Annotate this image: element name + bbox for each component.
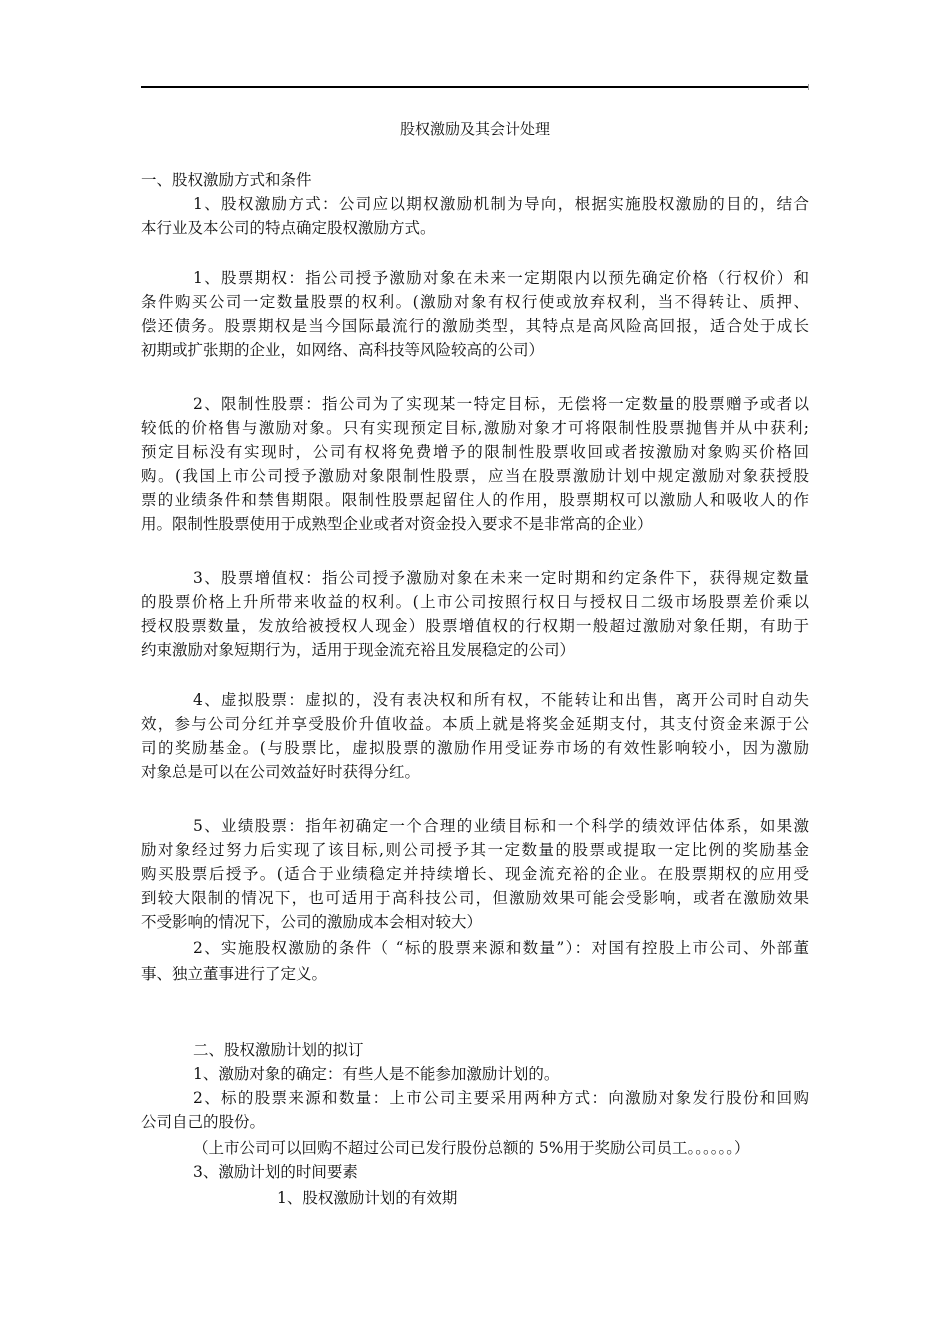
text-line: 条件购买公司一定数量股票的权利。(激励对象有权行使或放弃权利，当不得转让、质押、 <box>141 293 809 311</box>
text-line: 对象总是可以在公司效益好时获得分红。 <box>141 763 421 781</box>
text-line: 励对象经过努力后实现了该目标,则公司授予其一定数量的股票或提取一定比例的奖励基金 <box>141 841 809 859</box>
text-line: 一、股权激励方式和条件 <box>141 171 312 189</box>
text-line: 票的业绩条件和禁售期限。限制性股票起留住人的作用，股票期权可以激励人和吸收人的作 <box>141 491 809 509</box>
text-line: （上市公司可以回购不超过公司已发行股份总额的 5%用于奖励公司员工。。。。。。） <box>193 1139 750 1157</box>
text-line: 效，参与公司分红并享受股价升值收益。本质上就是将奖金延期支付，其支付资金来源于公 <box>141 715 809 733</box>
text-line: 用。限制性股票使用于成熟型企业或者对资金投入要求不是非常高的企业） <box>141 515 653 533</box>
text-line: 1、股权激励方式：公司应以期权激励机制为导向，根据实施股权激励的目的，结合 <box>193 195 809 213</box>
text-line: 司的奖励基金。(与股票比，虚拟股票的激励作用受证券市场的有效性影响较小，因为激励 <box>141 739 809 757</box>
text-line: 2、限制性股票：指公司为了实现某一特定目标，无偿将一定数量的股票赠予或者以 <box>193 395 809 413</box>
text-line: 事、独立董事进行了定义。 <box>141 965 328 983</box>
text-line: 1、股权激励计划的有效期 <box>277 1189 458 1207</box>
text-line: 购。(我国上市公司授予激励对象限制性股票，应当在股票激励计划中规定激励对象获授股 <box>141 467 809 485</box>
text-line: 预定目标没有实现时，公司有权将免费增予的限制性股票收回或者按激励对象购买价格回 <box>141 443 809 461</box>
text-line: 本行业及本公司的特点确定股权激励方式。 <box>141 219 436 237</box>
text-line: 的股票价格上升所带来收益的权利。(上市公司按照行权日与授权日二级市场股票差价乘以 <box>141 593 809 611</box>
text-line: 到较大限制的情况下，也可适用于高科技公司，但激励效果可能会受影响，或者在激励效果 <box>141 889 809 907</box>
text-line: 购买股票后授予。(适合于业绩稳定并持续增长、现金流充裕的企业。在股票期权的应用受 <box>141 865 809 883</box>
header-rule-tick <box>808 84 809 90</box>
text-line: 4、虚拟股票：虚拟的，没有表决权和所有权，不能转让和出售，离开公司时自动失 <box>193 691 809 709</box>
text-line: 5、业绩股票：指年初确定一个合理的业绩目标和一个科学的绩效评估体系，如果激 <box>193 817 809 835</box>
text-line: 3、股票增值权：指公司授予激励对象在未来一定时期和约定条件下，获得规定数量 <box>193 569 809 587</box>
document-title: 股权激励及其会计处理 <box>399 120 550 138</box>
text-line: 偿还债务。股票期权是当今国际最流行的激励类型，其特点是高风险高回报，适合处于成长 <box>141 317 809 335</box>
text-line: 公司自己的股份。 <box>141 1113 266 1131</box>
text-line: 1、股票期权：指公司授予激励对象在未来一定期限内以预先确定价格（行权价）和 <box>193 269 809 287</box>
text-line: 不受影响的情况下，公司的激励成本会相对较大） <box>141 913 483 931</box>
text-line: 2、实施股权激励的条件（ “标的股票来源和数量”）：对国有控股上市公司、外部董 <box>193 939 809 957</box>
text-line: 1、激励对象的确定：有些人是不能参加激励计划的。 <box>193 1065 560 1083</box>
text-line: 较低的价格售与激励对象。只有实现预定目标,激励对象才可将限制性股票抛售并从中获利; <box>141 419 809 437</box>
text-line: 初期或扩张期的企业，如网络、高科技等风险较高的公司） <box>141 341 545 359</box>
header-rule <box>141 86 808 88</box>
text-line: 二、股权激励计划的拟订 <box>193 1041 364 1059</box>
text-line: 约束激励对象短期行为，适用于现金流充裕且发展稳定的公司） <box>141 641 576 659</box>
text-line: 3、激励计划的时间要素 <box>193 1163 358 1181</box>
text-line: 授权股票数量，发放给被授权人现金）股票增值权的行权期一般超过激励对象任期，有助于 <box>141 617 809 635</box>
text-line: 2、标的股票来源和数量：上市公司主要采用两种方式：向激励对象发行股份和回购 <box>193 1089 809 1107</box>
